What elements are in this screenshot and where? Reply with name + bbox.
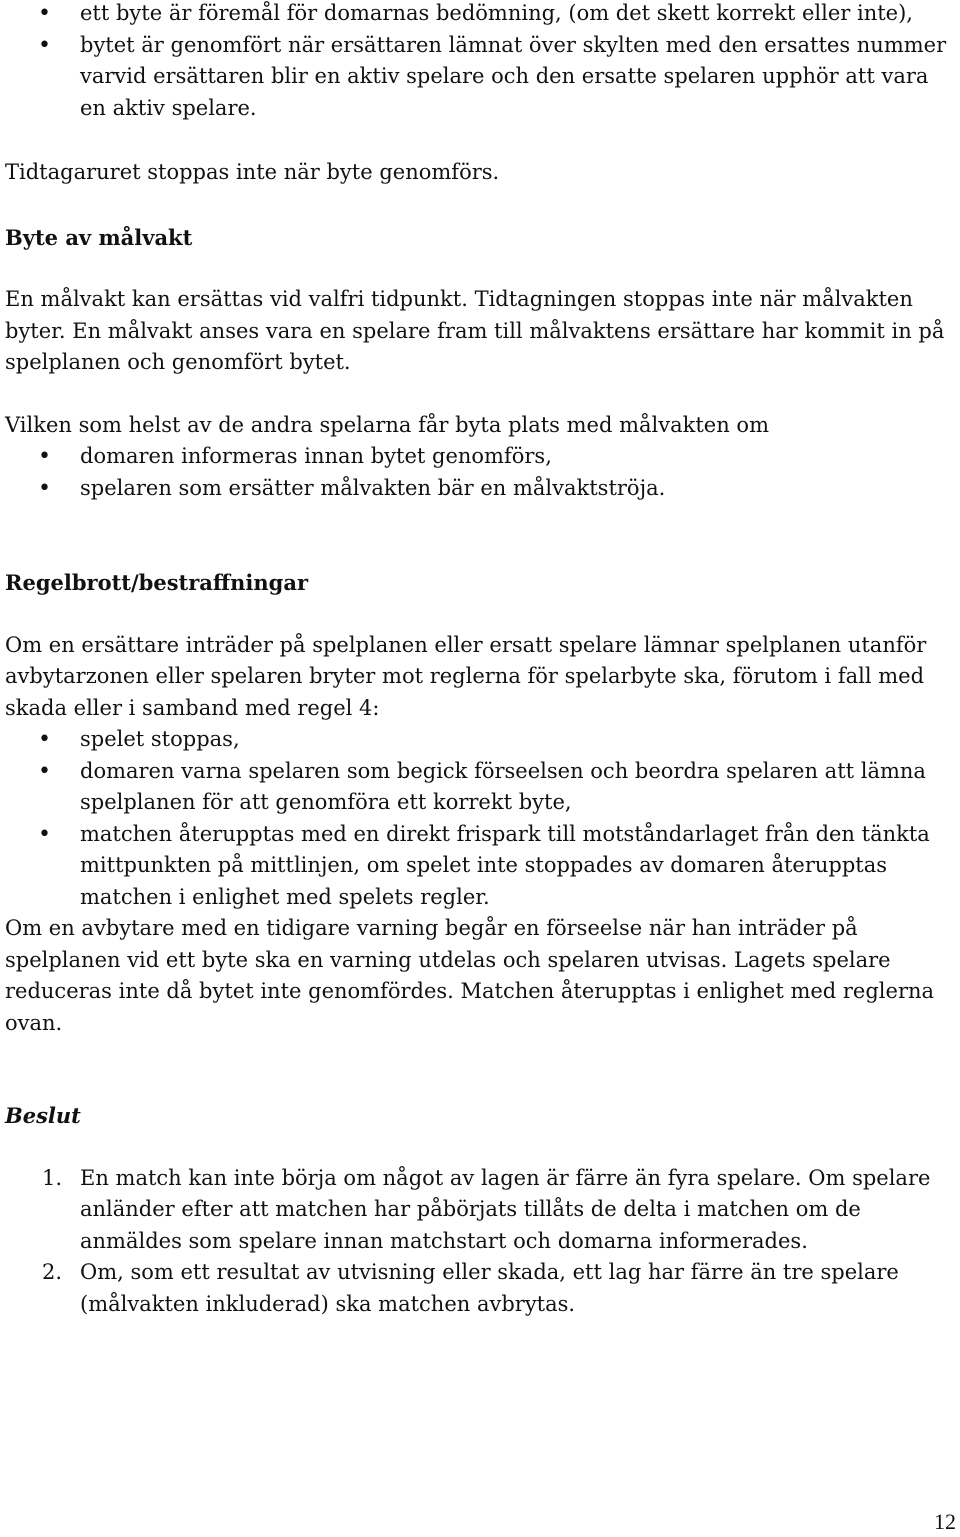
- list-item: • spelaren som ersätter målvakten bär en målvaktströja.: [5, 473, 955, 505]
- list-item: • matchen återupptas med en direkt frispark till motståndarlaget från den tänkta mittpunkten på mittlinjen, om spelet inte stoppades av domaren återupptas matchen i enlighet med spelets regler.: [5, 819, 955, 914]
- decision-list: [5, 1163, 955, 1321]
- violations-intro: Om en ersättare inträder på spelplanen eller ersatt spelare lämnar spelplanen utanför avbytarzonen eller spelaren bryter mot reglerna för spelarbyte ska, förutom i fall med skada eller i samband med regel 4:: [5, 632, 927, 720]
- goalkeeper-bullet-list: [5, 441, 955, 504]
- goalkeeper-paragraph: En målvakt kan ersättas vid valfri tidpunkt. Tidtagningen stoppas inte när målvakten byter. En målvakt anses vara en spelare fram till målvaktens ersättare har kommit in på spelplanen och genomfört bytet.: [5, 287, 945, 374]
- list-number: 2.: [42, 1260, 63, 1284]
- violations-bullet-list: [5, 724, 955, 913]
- violations-heading: Regelbrott/bestraffningar: [5, 570, 309, 595]
- list-item-text: En match kan inte börja om något av lagen är färre än fyra spelare. Om spelare anländer efter att matchen har påbörjats tillåts de delta i matchen om de anmäldes som spelare innan matchstart och domarna informerades.: [80, 1165, 931, 1253]
- list-item: • spelet stoppas,: [5, 724, 955, 756]
- goalkeeper-heading: Byte av målvakt: [5, 224, 193, 250]
- list-item-text: Om, som ett resultat av utvisning eller skada, ett lag har färre än tre spelare (målvakten inkluderad) ska matchen avbrytas.: [80, 1260, 899, 1316]
- goalkeeper-intro: Vilken som helst av de andra spelarna får byta plats med målvakten om: [5, 412, 769, 437]
- list-item: [5, 1163, 955, 1258]
- list-number: 1.: [42, 1165, 63, 1190]
- list-item: [5, 1257, 955, 1320]
- decision-heading: Beslut: [5, 1103, 81, 1128]
- list-item: • domaren varna spelaren som begick förseelsen och beordra spelaren att lämna spelplanen för att genomföra ett korrekt byte,: [5, 756, 955, 819]
- timer-note: Tidtagaruret stoppas inte när byte genomförs.: [5, 160, 500, 184]
- list-item: • bytet är genomfört när ersättaren lämnat över skylten med den ersattes nummer varvid ersättaren blir en aktiv spelare och den ersatte spelaren upphör att vara en aktiv spelare.: [5, 30, 955, 125]
- list-item: • domaren informeras innan bytet genomförs,: [5, 441, 955, 473]
- top-bullet-list: [5, 0, 955, 124]
- list-item: • ett byte är föremål för domarnas bedömning, (om det skett korrekt eller inte),: [5, 0, 955, 30]
- page-number: 12: [934, 1509, 956, 1534]
- violations-paragraph: Om en avbytare med en tidigare varning begår en förseelse när han inträder på spelplanen vid ett byte ska en varning utdelas och spelaren utvisas. Lagets spelare reduceras inte då bytet inte genomfördes. Matchen återupptas i enlighet med reglerna ovan.: [5, 916, 935, 1035]
- document-page: [5, 0, 955, 1320]
